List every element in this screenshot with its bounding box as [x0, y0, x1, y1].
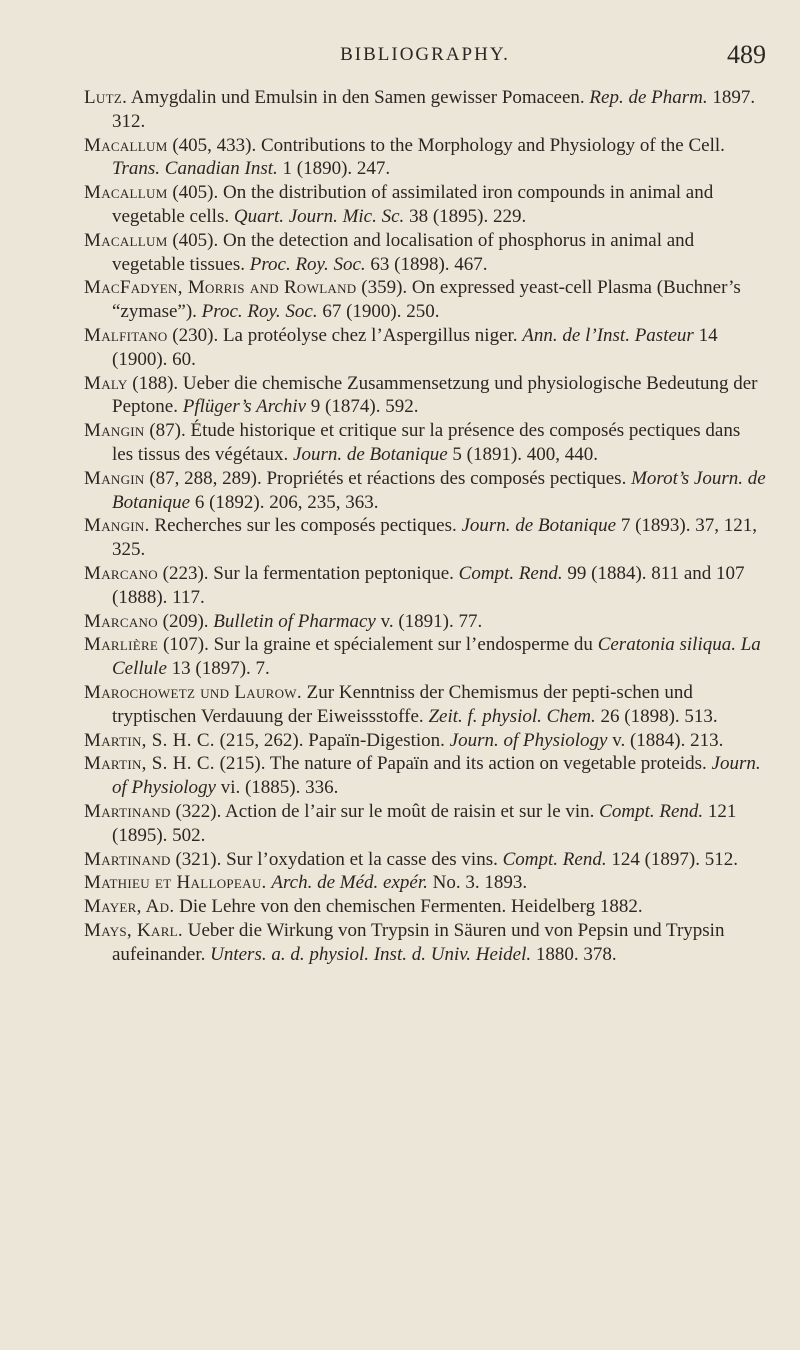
entry-journal: Rep. de Pharm. — [589, 87, 708, 108]
entry-journal: Quart. Journ. Mic. Sc. — [233, 205, 405, 227]
entry-journal: Compt. Rend. — [599, 800, 704, 822]
entry-text: (405). On the distribution of assimilated iron compounds in animal and vegetable cells. — [112, 182, 714, 227]
entry-citation: 121 (1895). 502. — [112, 800, 737, 846]
entry-text: Ueber die Wirkung von Trypsin in Säuren und von Pepsin und Trypsin aufeinander. — [112, 919, 725, 965]
entry-journal: Morot’s Journ. de Botanique — [112, 467, 766, 513]
entry-journal: Journ. de Botanique — [293, 443, 448, 465]
bibliography-entry — [84, 800, 766, 848]
entry-citation: 9 (1874). 592. — [306, 396, 419, 418]
entry-journal: Compt. Rend. — [458, 562, 563, 584]
bibliography-entry — [84, 919, 766, 967]
bibliography-entry — [84, 467, 766, 515]
entry-citation: v. (1891). 77. — [375, 610, 483, 632]
entry-citation: 13 (1897). 7. — [166, 658, 270, 680]
page-title: BIBLIOGRAPHY. — [340, 44, 510, 65]
entry-citation: 1880. 378. — [531, 943, 617, 965]
entry-citation: 63 (1898). 467. — [365, 253, 488, 275]
entry-journal: Compt. Rend. — [502, 848, 607, 870]
bibliography-entry — [84, 871, 766, 895]
bibliography-entry — [84, 181, 766, 229]
entry-text: (359). On expressed yeast-cell Plasma (Buchner’s “zymase”). — [112, 277, 741, 323]
entry-journal: Proc. Roy. Soc. — [249, 253, 366, 275]
running-head — [84, 40, 766, 70]
entry-text: (223). Sur la fermentation peptonique. — [157, 562, 459, 584]
bibliography-entry — [84, 610, 766, 634]
entry-text: (405). On the detection and localisation of phosphorus in animal and vegetable tissues. — [112, 229, 695, 275]
entry-citation: 7 (1893). 37, 121, 325. — [112, 515, 757, 561]
entry-author: Marochowetz und Laurow. — [84, 681, 302, 703]
entry-author: Macallum — [84, 134, 168, 156]
entry-author: Mays, Karl. — [84, 919, 183, 941]
entry-text: (87, 288, 289). Propriétés et réactions des composés pectiques. — [144, 467, 632, 489]
entry-author: Martinand — [84, 848, 171, 870]
entry-citation: 124 (1897). 512. — [606, 848, 738, 870]
entry-citation: 26 (1898). 513. — [595, 705, 718, 727]
entry-journal: Journ. de Botanique — [461, 515, 617, 537]
entry-citation: No. 3. 1893. — [427, 872, 528, 894]
entry-author: Mangin — [84, 420, 145, 442]
entry-author: Mathieu et Hallopeau. — [84, 872, 267, 894]
bibliography-entry — [84, 562, 766, 610]
bibliography-list — [84, 86, 766, 966]
entry-journal: Unters. a. d. physiol. Inst. d. Univ. Heidel. — [210, 943, 532, 965]
entry-citation: 67 (1900). 250. — [317, 301, 440, 323]
entry-text: (322). Action de l’air sur le moût de raisin et sur le vin. — [170, 800, 600, 822]
page-number: 489 — [727, 40, 766, 69]
bibliography-entry — [84, 324, 766, 372]
entry-journal: Ceratonia siliqua. La Cellule — [112, 634, 761, 680]
bibliography-entry — [84, 514, 766, 562]
entry-text: (215). The nature of Papaïn and its action on vegetable proteids. — [214, 753, 712, 775]
bibliography-entry — [84, 895, 766, 919]
entry-citation: v. (1884). 213. — [607, 729, 724, 751]
entry-text: Recherches sur les composés pectiques. — [149, 515, 462, 537]
entry-citation: 1897. 312. — [112, 87, 756, 132]
entry-citation: 99 (1884). 811 and 107 (1888). 117. — [112, 562, 745, 608]
entry-text: (215, 262). Papaïn-Digestion. — [214, 729, 450, 751]
entry-author: Mayer, Ad. — [84, 896, 175, 918]
bibliography-entry — [84, 848, 766, 872]
entry-author: Lutz. — [84, 87, 128, 108]
entry-author: Marcano — [84, 562, 158, 584]
entry-journal: Proc. Roy. Soc. — [201, 301, 318, 323]
entry-text: Amygdalin und Emulsin in den Samen gewisser Pomaceen. — [127, 87, 590, 108]
entry-citation: 1 (1890). 247. — [277, 158, 391, 180]
entry-citation: vi. (1885). 336. — [215, 777, 339, 799]
entry-journal: Journ. of Physiology — [112, 753, 761, 799]
entry-author: Mangin. — [84, 515, 150, 537]
entry-journal: Trans. Canadian Inst. — [112, 158, 278, 180]
entry-author: Macallum — [84, 182, 168, 204]
entry-author: MacFadyen, Morris and Rowland — [84, 277, 357, 299]
entry-journal: Pflüger’s Archiv — [182, 396, 307, 418]
entry-author: Malfitano — [84, 324, 168, 346]
entry-journal: Journ. of Physiology — [449, 729, 608, 751]
bibliography-entry — [84, 633, 766, 681]
bibliography-entry — [84, 372, 766, 420]
entry-text: (230). La protéolyse chez l’Aspergillus niger. — [167, 324, 523, 346]
entry-text: (405, 433). Contributions to the Morphology and Physiology of the Cell. — [167, 134, 725, 156]
bibliography-entry — [84, 229, 766, 277]
bibliography-entry — [84, 86, 766, 134]
entry-citation: 6 (1892). 206, 235, 363. — [190, 491, 379, 513]
entry-text: (209). — [157, 610, 214, 632]
entry-text: Die Lehre von den chemischen Fermenten. Heidelberg 1882. — [174, 896, 643, 918]
bibliography-entry — [84, 681, 766, 729]
entry-author: Marcano — [84, 610, 158, 632]
entry-journal: Ann. de l’Inst. Pasteur — [522, 324, 694, 346]
entry-citation: 38 (1895). 229. — [404, 205, 527, 227]
entry-text: (107). Sur la graine et spécialement sur l’endosperme du — [158, 634, 598, 656]
entry-author: Maly — [84, 372, 128, 394]
entry-citation: 5 (1891). 400, 440. — [447, 443, 599, 465]
bibliography-entry — [84, 752, 766, 800]
entry-text: (87). Étude historique et critique sur la présence des composés pectiques dans les tissus des végétaux. — [112, 420, 741, 465]
bibliography-entry — [84, 276, 766, 324]
bibliography-entry — [84, 134, 766, 182]
entry-text: (188). Ueber die chemische Zusammensetzung und physiologische Bedeutung der Peptone. — [112, 372, 758, 418]
entry-author: Martin, S. H. C. — [84, 729, 215, 751]
entry-author: Macallum — [84, 229, 168, 251]
bibliography-entry — [84, 419, 766, 467]
entry-text: Zur Kenntniss der Chemismus der pepti-schen und tryptischen Verdauung der Eiweissstoffe. — [112, 681, 693, 727]
entry-journal: Arch. de Méd. expér. — [271, 872, 428, 894]
entry-author: Marlière — [84, 634, 159, 656]
entry-author: Mangin — [84, 467, 145, 489]
entry-author: Martinand — [84, 800, 171, 822]
entry-text: (321). Sur l’oxydation et la casse des vins. — [170, 848, 503, 870]
bibliography-entry — [84, 729, 766, 753]
entry-journal: Zeit. f. physiol. Chem. — [428, 705, 596, 727]
entry-author: Martin, S. H. C. — [84, 753, 215, 775]
entry-journal: Bulletin of Pharmacy — [213, 610, 376, 632]
entry-citation: 14 (1900). 60. — [112, 324, 718, 370]
